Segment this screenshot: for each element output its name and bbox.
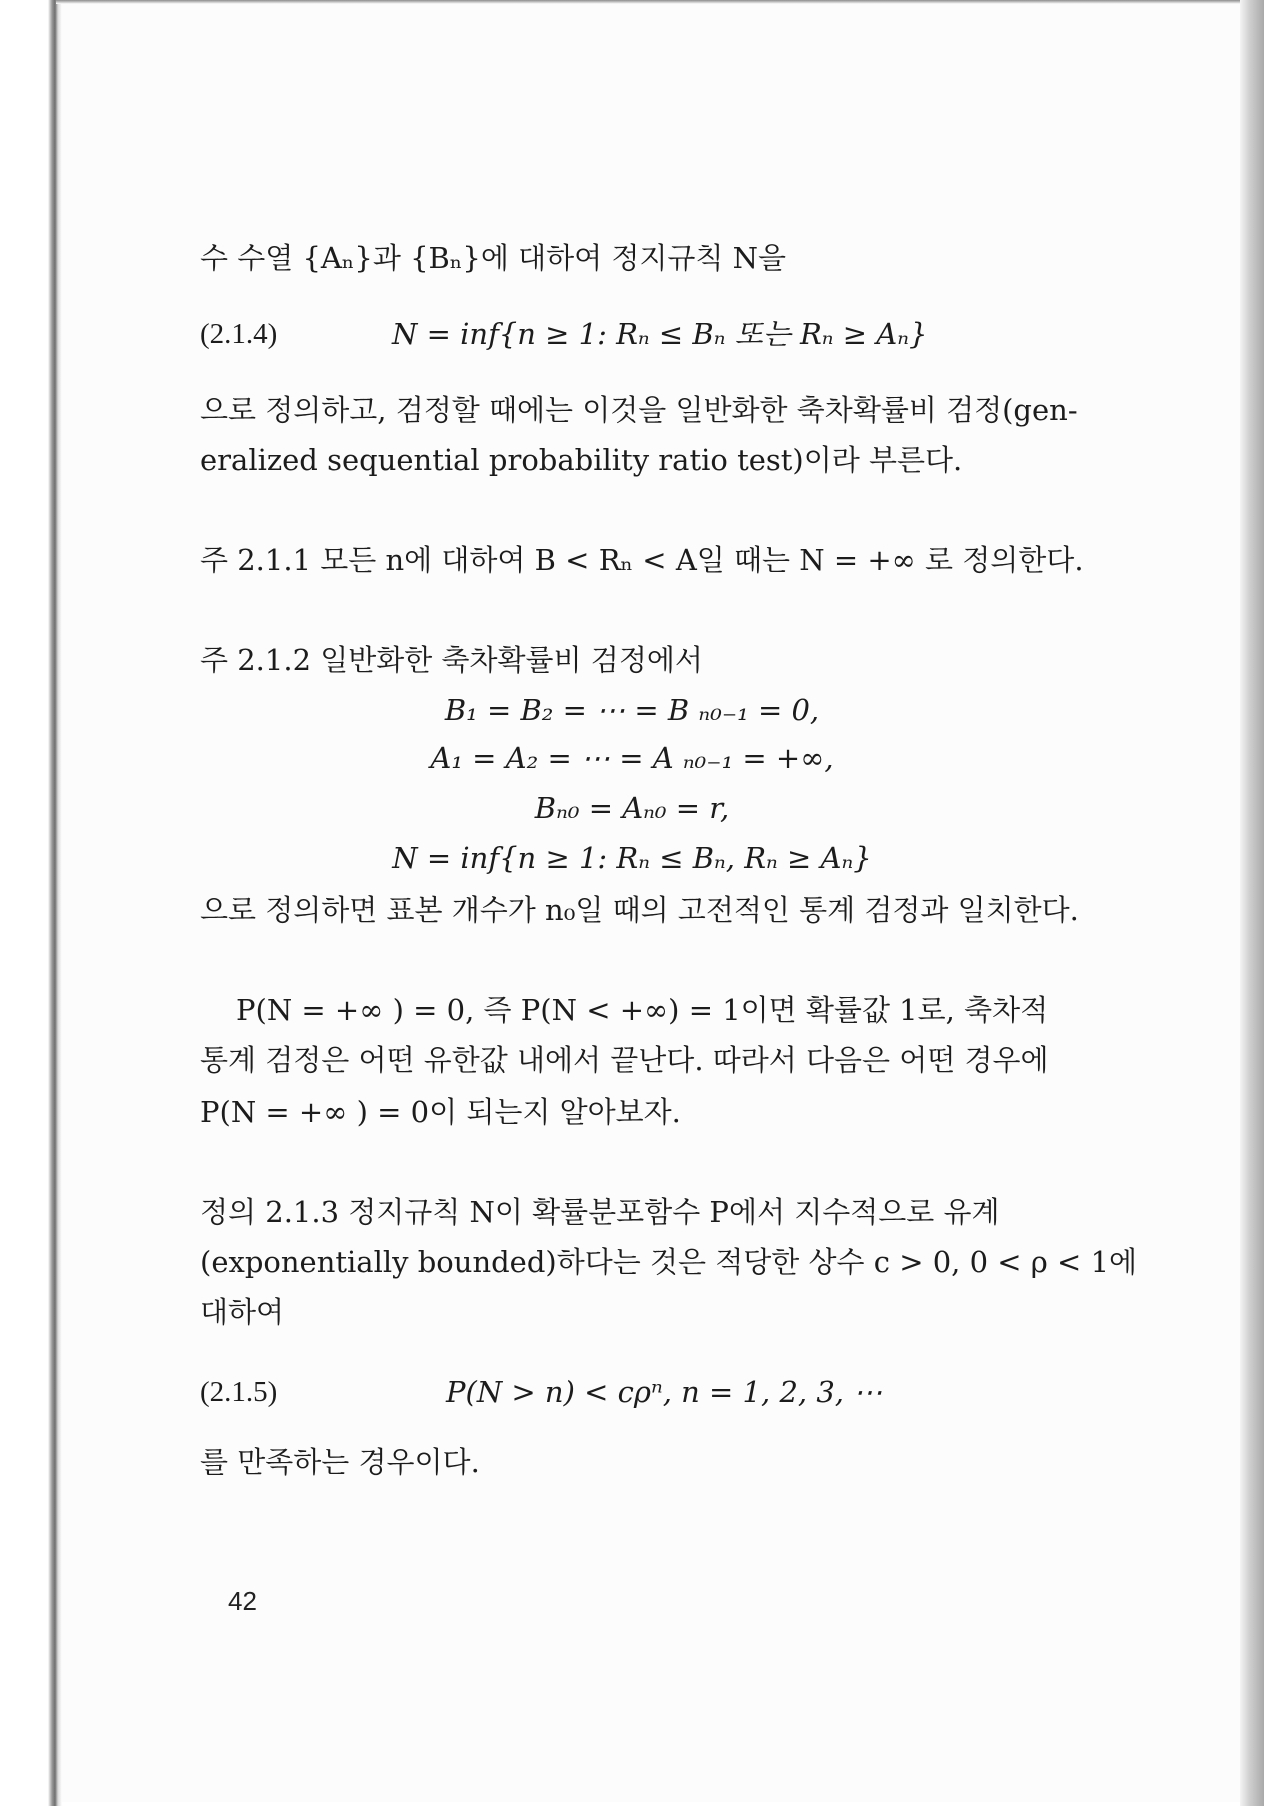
text-line: P(N = +∞ ) = 0이 되는지 알아보자. bbox=[200, 1095, 681, 1129]
text-line: 으로 정의하고, 검정할 때에는 이것을 일반화한 축차확률비 검정(gen- bbox=[200, 393, 1078, 427]
text-line: eralized sequential probability ratio test)이라 부른다. bbox=[200, 443, 963, 477]
text-line: P(N = +∞ ) = 0, 즉 P(N < +∞) = 1이면 확률값 1로, 축차적 bbox=[236, 993, 1049, 1027]
page-number: 42 bbox=[228, 1586, 257, 1616]
text-line: (exponentially bounded)하다는 것은 적당한 상수 c > 0, 0 < ρ < 1에 bbox=[200, 1245, 1138, 1279]
equation: N = inf{n ≥ 1: Rₙ ≤ Bₙ, Rₙ ≥ Aₙ} bbox=[392, 841, 872, 875]
equation: N = inf{n ≥ 1: Rₙ ≤ Bₙ 또는 Rₙ ≥ Aₙ} bbox=[392, 317, 928, 351]
equation: P(N > n) < cρⁿ, n = 1, 2, 3, ⋯ bbox=[446, 1375, 883, 1409]
remark-2-1-2: 주 2.1.2 일반화한 축차확률비 검정에서 bbox=[200, 643, 703, 677]
text-line: 통계 검정은 어떤 유한값 내에서 끝난다. 따라서 다음은 어떤 경우에 bbox=[200, 1043, 1049, 1077]
definition-2-1-3: 정의 2.1.3 정지규칙 N이 확률분포함수 P에서 지수적으로 유계 bbox=[200, 1195, 1000, 1229]
book-spine-shadow bbox=[0, 0, 62, 1806]
remark-2-1-1: 주 2.1.1 모든 n에 대하여 B < Rₙ < A일 때는 N = +∞ 로 정의한다. bbox=[200, 543, 1084, 577]
text-line: 으로 정의하면 표본 개수가 n₀일 때의 고전적인 통계 검정과 일치한다. bbox=[200, 893, 1079, 927]
equation: Bₙ₀ = Aₙ₀ = r, bbox=[534, 791, 730, 825]
equation-number: (2.1.4) bbox=[200, 318, 278, 350]
equation: B₁ = B₂ = ⋯ = B ₙ₀₋₁ = 0, bbox=[444, 693, 820, 727]
text-line: 대하여 bbox=[200, 1295, 285, 1329]
text-line: 수 수열 {Aₙ}과 {Bₙ}에 대하여 정지규칙 N을 bbox=[200, 241, 787, 275]
equation-number: (2.1.5) bbox=[200, 1376, 278, 1408]
equation: A₁ = A₂ = ⋯ = A ₙ₀₋₁ = +∞, bbox=[430, 741, 834, 775]
text-line: 를 만족하는 경우이다. bbox=[200, 1445, 480, 1479]
book-edge-shadow bbox=[1240, 0, 1264, 1806]
